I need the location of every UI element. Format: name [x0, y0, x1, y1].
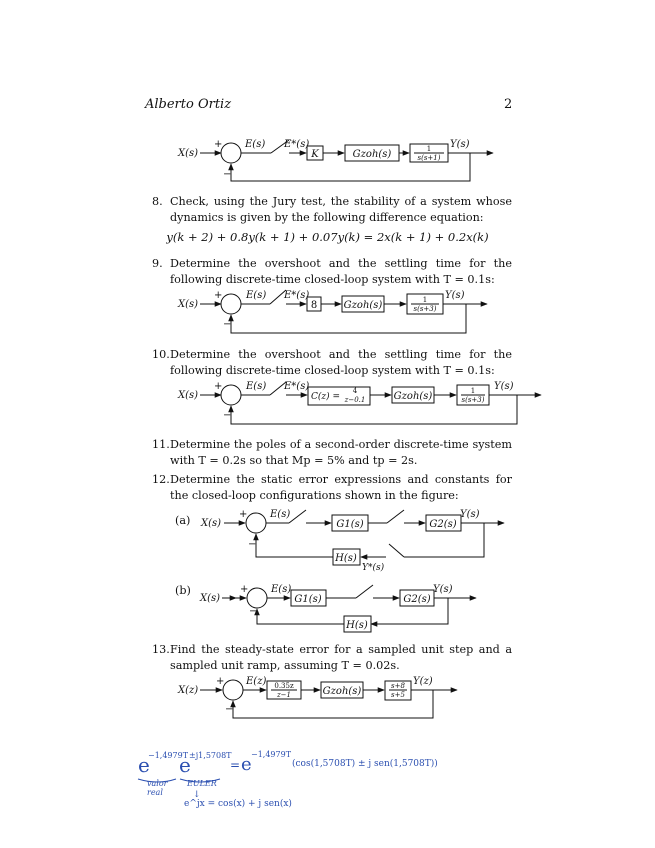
controller-den: z−1 — [276, 691, 292, 699]
hw-e2-exp: ±j1,5708T — [189, 751, 232, 760]
controller-prefix: C(z) = — [311, 392, 341, 402]
plant-den: s(s+1) — [417, 154, 441, 162]
plus-sign: + — [214, 290, 223, 301]
sampled-output-label: Y*(s) — [362, 563, 385, 573]
sampler-switch — [289, 510, 306, 523]
plant-den: s+5 — [391, 691, 405, 699]
plant-num: s+8 — [391, 682, 405, 690]
input-label: X(s) — [201, 518, 222, 529]
input-label: X(s) — [200, 593, 221, 604]
plant-den: s(s+3) — [461, 396, 485, 404]
error-label: E(s) — [271, 584, 292, 595]
error-label: E(s) — [246, 290, 267, 301]
controller-num: 0.35z — [274, 682, 294, 690]
plus-sign: + — [216, 676, 225, 687]
g2-label: G2(s) — [403, 594, 431, 605]
problem-number: 11. — [152, 438, 170, 451]
subpart-a-label: (a) — [175, 514, 191, 527]
input-label: X(s) — [178, 390, 199, 401]
plus-sign: + — [240, 584, 249, 595]
input-label: X(s) — [178, 299, 199, 310]
hw-rhs-paren: (cos(1,5708T) ± j sen(1,5708T)) — [292, 759, 438, 769]
sampler-switch — [387, 510, 404, 523]
sampler-switch — [389, 544, 404, 557]
hw-e2: e — [179, 753, 191, 777]
minus-sign: − — [225, 704, 234, 715]
problem-text: Find the steady-state error for a sampled unit step and a sampled unit ramp, assuming T = 0.02s. — [170, 643, 512, 672]
hw-euler-formula: e^jx = cos(x) + j sen(x) — [184, 799, 292, 809]
zoh-label: Gzoh(s) — [322, 686, 362, 697]
minus-sign: − — [248, 539, 257, 550]
hw-note-euler: EULER — [187, 779, 217, 788]
minus-sign: − — [223, 319, 232, 330]
error-label: E(s) — [270, 509, 291, 520]
plant-num: 1 — [470, 387, 476, 395]
page-number: 2 — [504, 97, 513, 112]
feedback-path — [256, 534, 333, 557]
zoh-label: Gzoh(s) — [343, 300, 383, 311]
output-label: Y(z) — [413, 676, 433, 687]
input-label: X(z) — [178, 685, 199, 696]
g1-label: G1(s) — [294, 594, 322, 605]
summing-junction — [221, 385, 241, 405]
summing-junction — [246, 513, 266, 533]
plus-sign: + — [214, 139, 223, 150]
plus-sign: + — [239, 509, 248, 520]
problem-text: Determine the poles of a second-order discrete-time system with T = 0.2s so that Mp = 5% and tp = 2s. — [170, 438, 512, 467]
hw-equals: = — [230, 758, 241, 772]
output-label: Y(s) — [445, 290, 465, 301]
minus-sign: − — [249, 606, 258, 617]
plus-sign: + — [214, 381, 223, 392]
h-label: H(s) — [335, 553, 357, 564]
controller-den: z−0.1 — [344, 396, 366, 404]
input-label: X(s) — [178, 148, 199, 159]
problem-number: 9. — [152, 257, 163, 270]
zoh-label: Gzoh(s) — [393, 391, 433, 402]
zoh-label: Gzoh(s) — [352, 149, 392, 160]
header-author: Alberto Ortiz — [145, 97, 232, 112]
minus-sign: − — [223, 410, 232, 421]
gain-label: 8 — [310, 300, 318, 311]
problem-text: Determine the overshoot and the settling time for the following discrete-time closed-loop system with T = 0.1s: — [170, 348, 512, 377]
hw-note-real: real — [147, 788, 163, 797]
output-label: Y(s) — [494, 381, 514, 392]
problem-number: 10. — [152, 348, 170, 361]
hw-note-valor: valor — [147, 779, 168, 788]
feedback-path — [257, 609, 344, 624]
g1-label: G1(s) — [336, 519, 364, 530]
summing-junction — [223, 680, 243, 700]
summing-junction — [221, 294, 241, 314]
plant-num: 1 — [422, 296, 428, 304]
error-label: E(s) — [246, 381, 267, 392]
problem-number: 13. — [152, 643, 170, 656]
error-label: E(s) — [245, 139, 266, 150]
problem-text: Determine the static error expressions and constants for the closed-loop configurations shown in the figure: — [170, 473, 512, 502]
output-label: Y(s) — [450, 139, 470, 150]
controller-num: 4 — [352, 387, 358, 395]
problem-text: Determine the overshoot and the settling time for the following discrete-time closed-loop system with T = 0.1s: — [170, 257, 512, 286]
subpart-b-label: (b) — [175, 584, 191, 597]
minus-sign: − — [223, 169, 232, 180]
sampler-switch — [356, 585, 373, 598]
hw-rhs-exp: −1,4979T — [251, 750, 292, 759]
h-label: H(s) — [346, 620, 368, 631]
hw-e1: e — [138, 753, 150, 777]
problem-text: Check, using the Jury test, the stability of a system whose dynamics is given by the following difference equation: — [170, 195, 512, 224]
plant-num: 1 — [426, 145, 432, 153]
output-label: Y(s) — [460, 509, 480, 520]
sampled-label: E*(s) — [284, 139, 310, 150]
output-label: Y(s) — [433, 584, 453, 595]
hw-e1-exp: −1,4979T — [148, 751, 189, 760]
hw-arrow: ↓ — [193, 790, 201, 800]
summing-junction — [221, 143, 241, 163]
sampled-label: E*(s) — [284, 290, 310, 301]
problem-number: 12. — [152, 473, 170, 486]
sampled-label: E*(s) — [284, 381, 310, 392]
gain-label: K — [311, 149, 319, 160]
summing-junction — [247, 588, 267, 608]
g2-label: G2(s) — [429, 519, 457, 530]
problem-number: 8. — [152, 195, 163, 208]
plant-den: s(s+3) — [413, 305, 437, 313]
error-label: E(z) — [246, 676, 267, 687]
hw-rhs-e: e — [241, 754, 252, 775]
difference-equation: y(k + 2) + 0.8y(k + 1) + 0.07y(k) = 2x(k + 1) + 0.2x(k) — [166, 230, 489, 244]
